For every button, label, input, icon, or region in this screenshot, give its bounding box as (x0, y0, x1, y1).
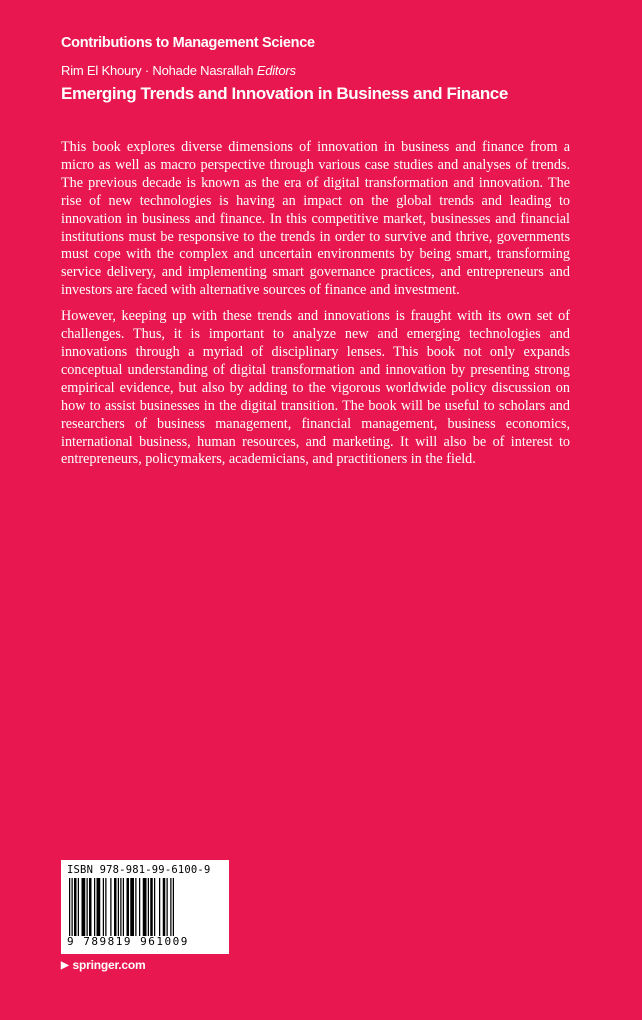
barcode-bar (154, 878, 155, 936)
barcode-bar (173, 878, 174, 936)
barcode-bar (103, 878, 104, 936)
book-description (61, 139, 570, 477)
barcode-bar (143, 878, 147, 936)
barcode-bar (72, 878, 73, 936)
barcode-bar (139, 878, 140, 936)
description-paragraph: This book explores diverse dimensions of innovation in business and finance from a micro as well as macro perspective through various case studies and analyses of trends. The previous decade is known as the era of digital transformation and innovation. The rise of new technologies is having an impact on the global trends and leading to innovation in business and finance. In this competitive market, businesses and financial institutions must be responsive to the trends in order to survive and thrive, governments must cope with the complex and uncertain environments by being smart, transforming service delivery, and implementing smart governance practices, and entrepreneurs and investors are faced with alternative sources of finance and investment. (61, 139, 570, 299)
barcode-bar (118, 878, 119, 936)
editors-names: Rim El Khoury · Nohade Nasrallah (61, 63, 254, 78)
barcode-bar (105, 878, 106, 936)
isbn-barcode (61, 860, 229, 954)
barcode-bar (89, 878, 92, 936)
barcode-bar (78, 878, 79, 936)
barcode-bar (127, 878, 130, 936)
barcode-bar (159, 878, 160, 936)
editors-role: Editors (256, 63, 296, 78)
arrow-right-icon: ▶ (61, 959, 69, 971)
series-name: Contributions to Management Science (61, 35, 315, 51)
barcode-bar (110, 878, 111, 936)
publisher-url: springer.com (72, 958, 146, 972)
barcode-bar (148, 878, 149, 936)
barcode-bar (69, 878, 70, 936)
publisher-link[interactable] (61, 958, 145, 972)
barcode-digits: 9 789819 961009 (67, 935, 189, 948)
barcode-bars (67, 878, 223, 936)
barcode-bar (94, 878, 95, 936)
barcode-bar (130, 878, 134, 936)
barcode-bar (135, 878, 136, 936)
barcode-bar (97, 878, 101, 936)
barcode-bar (163, 878, 166, 936)
barcode-bar (167, 878, 168, 936)
barcode-bar (123, 878, 124, 936)
barcode-bar (74, 878, 77, 936)
book-title: Emerging Trends and Innovation in Business and Finance (61, 84, 508, 103)
barcode-bar (87, 878, 88, 936)
editors-line (61, 63, 296, 78)
description-paragraph: However, keeping up with these trends and innovations is fraught with its own set of challenges. Thus, it is important to analyze new and emerging technologies and innovations through a myriad of disciplinary lenses. This book not only expands conceptual understanding of digital transformation and innovation by presenting strong empirical evidence, but also by adding to the vigorous worldwide policy discussion on how to assist businesses in the digital transition. The book will be useful to scholars and researchers of business management, financial management, business economics, international business, human resources, and marketing. It will also be of interest to entrepreneurs, policymakers, academicians, and practitioners in the field. (61, 308, 570, 468)
isbn-label: ISBN 978-981-99-6100-9 (67, 864, 211, 876)
barcode-bar (170, 878, 171, 936)
barcode-bar (82, 878, 86, 936)
barcode-bar (114, 878, 117, 936)
barcode-bar (120, 878, 121, 936)
barcode-bar (150, 878, 153, 936)
